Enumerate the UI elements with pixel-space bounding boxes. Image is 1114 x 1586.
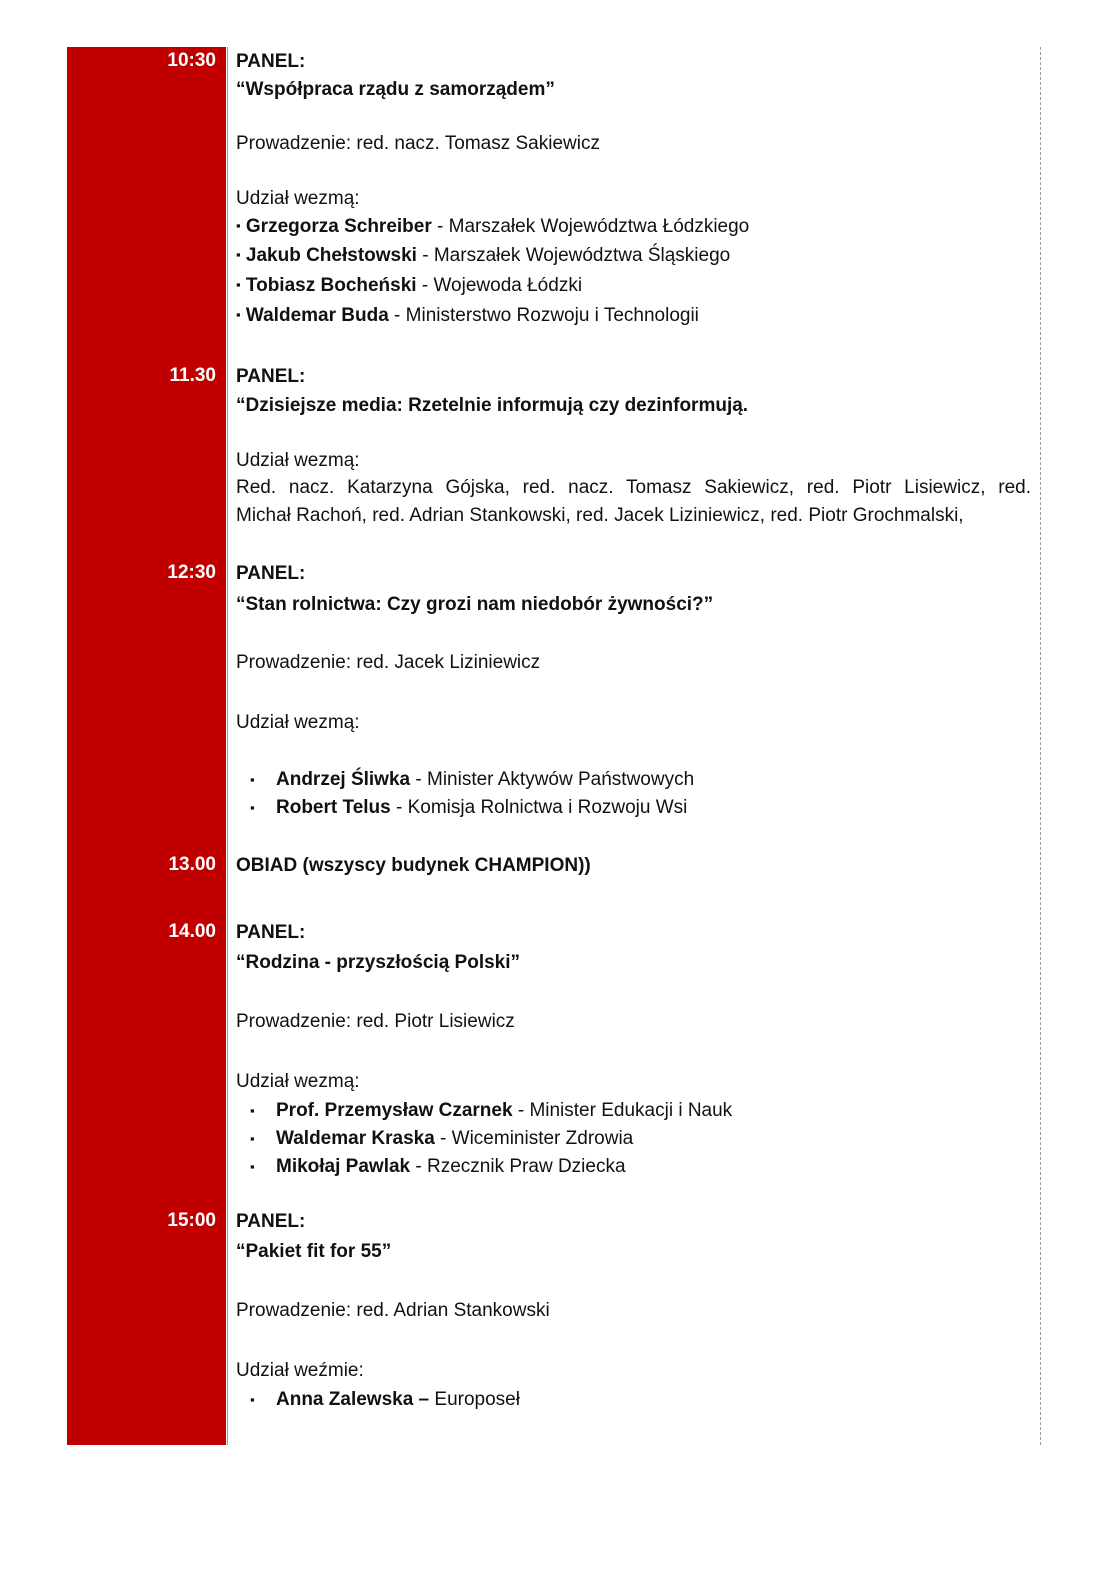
bullet-icon: ▪ (250, 1392, 255, 1407)
host-line: Prowadzenie: red. nacz. Tomasz Sakiewicz (236, 133, 600, 154)
participant-name: Prof. Przemysław Czarnek (276, 1100, 513, 1121)
participant-sep: - (410, 1156, 428, 1177)
bullet-icon: ▪ (250, 1131, 255, 1146)
participant-item (276, 1128, 633, 1150)
host-line: Prowadzenie: red. Adrian Stankowski (236, 1300, 550, 1321)
host-line: Prowadzenie: red. Piotr Lisiewicz (236, 1011, 515, 1032)
participants-label: Udział wezmą: (236, 188, 360, 209)
session-time: 15:00 (167, 1210, 216, 1231)
participant-item (276, 1389, 520, 1411)
participant-role: Wojewoda Łódzki (433, 275, 583, 296)
panel-title: “Pakiet fit for 55” (236, 1241, 392, 1262)
panel-label: PANEL: (236, 366, 306, 387)
participant-sep: - (431, 216, 449, 237)
participant-role: Ministerstwo Rozwoju i Technologii (405, 305, 699, 326)
panel-label: PANEL: (236, 51, 306, 72)
panel-title: “Stan rolnictwa: Czy grozi nam niedobór żywności?” (236, 594, 714, 615)
participant-item (276, 769, 694, 791)
participant-name: Jakub Chełstowski (245, 245, 417, 266)
session-time: 10:30 (167, 50, 216, 71)
participant-name: Mikołaj Pawlak (276, 1156, 411, 1177)
participant-item (276, 1156, 626, 1178)
participant-role: Minister Edukacji i Nauk (529, 1100, 733, 1121)
participant-item (276, 1100, 732, 1122)
panel-label: PANEL: (236, 922, 306, 943)
participants-label: Udział weźmie: (236, 1360, 364, 1381)
participant-item (236, 305, 699, 328)
participant-role: Europoseł (434, 1389, 520, 1410)
panel-label: PANEL: (236, 1211, 306, 1232)
participants-label: Udział wezmą: (236, 450, 360, 471)
panel-title: “Współpraca rządu z samorządem” (236, 79, 555, 100)
participant-role: Rzecznik Praw Dziecka (427, 1156, 626, 1177)
host-line: Prowadzenie: red. Jacek Liziniewicz (236, 652, 541, 673)
participant-item (236, 216, 749, 239)
bullet-icon: ▪ (250, 800, 255, 815)
participant-name: Andrzej Śliwka (276, 769, 411, 790)
participants-label: Udział wezmą: (236, 712, 360, 733)
participant-role: Minister Aktywów Państwowych (427, 769, 695, 790)
bullet-icon: ▪ (250, 1159, 255, 1174)
participant-sep: – (413, 1389, 435, 1410)
bullet-icon: ▪ (250, 772, 255, 787)
participant-item (236, 275, 582, 298)
participant-sep: - (390, 797, 408, 818)
bullet-icon: ▪ (236, 277, 241, 292)
panel-label: PANEL: (236, 563, 306, 584)
participant-name: Robert Telus (276, 797, 391, 818)
panel-title: “Rodzina - przyszłością Polski” (236, 952, 521, 973)
participant-role: Komisja Rolnictwa i Rozwoju Wsi (407, 797, 688, 818)
participant-sep: - (388, 305, 406, 326)
participant-item (276, 797, 687, 819)
table-divider-left (227, 47, 228, 1445)
participant-name: Waldemar Buda (245, 305, 389, 326)
participant-sep: - (434, 1128, 452, 1149)
participant-sep: - (410, 769, 427, 790)
participants-label: Udział wezmą: (236, 1071, 360, 1092)
participant-name: Waldemar Kraska (276, 1128, 435, 1149)
session-time: 12:30 (167, 562, 216, 583)
participant-name: Grzegorza Schreiber (245, 216, 432, 237)
participant-sep: - (416, 245, 434, 266)
bullet-icon: ▪ (236, 247, 241, 262)
session-time: 14.00 (168, 921, 216, 942)
bullet-icon: ▪ (250, 1103, 255, 1118)
table-border-right (1040, 47, 1041, 1445)
bullet-icon: ▪ (236, 307, 241, 322)
session-time: 11.30 (169, 365, 216, 386)
session-time: 13.00 (168, 854, 216, 875)
participant-sep: - (416, 275, 434, 296)
panel-title: “Dzisiejsze media: Rzetelnie informują czy dezinformują. (236, 395, 749, 416)
participant-role: Wiceminister Zdrowia (451, 1128, 634, 1149)
time-column (67, 47, 226, 1445)
panel-title: OBIAD (wszyscy budynek CHAMPION)) (236, 855, 591, 876)
participants-text: Red. nacz. Katarzyna Gójska, red. nacz. Tomasz Sakiewicz, red. Piotr Lisiewicz, red. (236, 477, 1031, 498)
participant-item (236, 245, 730, 268)
participant-role: Marszałek Województwa Łódzkiego (448, 216, 750, 237)
participant-sep: - (512, 1100, 530, 1121)
participant-name: Tobiasz Bocheński (245, 275, 417, 296)
bullet-icon: ▪ (236, 218, 241, 233)
participants-text: Michał Rachoń, red. Adrian Stankowski, red. Jacek Liziniewicz, red. Piotr Grochmalski, (236, 505, 964, 526)
participant-role: Marszałek Województwa Śląskiego (433, 245, 731, 266)
participant-name: Anna Zalewska (276, 1389, 414, 1410)
